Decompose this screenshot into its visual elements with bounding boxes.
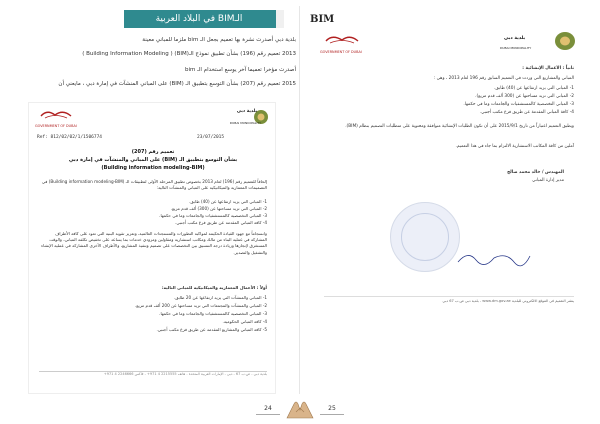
section-heading: ثانياً : الأعمال الإنشائية : — [522, 66, 574, 71]
right-footer: ينشر التعميم في الموقع الالكتروني للبلدية www.dm.gov.ae - بلدية دبي ص.ب 67 دبي — [324, 296, 574, 304]
left-page — [6, 4, 298, 396]
circular-body-item: 2- المباني والمنشآت والمجمعات التي تزيد مساحتها عن 200 ألف قدم مربع. — [134, 303, 267, 308]
circular-body-item: 4- كافة المباني المقدمة عن طريق فرع مكتب أجنبي. — [175, 220, 267, 225]
right-page — [304, 4, 596, 396]
body-item: 4- كافة المباني المقدمة عن طريق فرع مكتب أجنبي. — [479, 110, 574, 115]
right-letterhead — [304, 30, 596, 56]
org-name-ar: بلدية دبي — [236, 109, 257, 114]
banner-tab — [274, 10, 284, 28]
handshake-icon — [284, 398, 316, 420]
page-number-left: 24 — [256, 403, 280, 415]
page-spine — [299, 6, 300, 394]
body-item: 3- المباني التخصصية كالمستشفيات والجامعات وما في حكمها. — [463, 102, 574, 107]
circular-letterhead — [29, 103, 277, 133]
signature-mark — [454, 248, 534, 268]
circular-body-para: إلحاقاً للتعميم رقم (196) لعام 2013 بخصوص تطبيق المرحلة الأولى لتطبيقات الـ (Building information modeling-BIM) في التصميمات المعمارية والميكانيكية على المباني والمنشآت التالية: — [41, 179, 267, 191]
body-item: 1- المباني التي يزيد ارتفاعها عن (40) طابق. — [494, 86, 574, 91]
bim-logo: BIM — [310, 14, 335, 25]
circular-title-3: (Building information modeling-BIM) — [101, 165, 205, 171]
circular-body-para: وانسجاماً مع جهود القيادة الحكيمة لمواكبة التطورات والمستجدات العالمية، وتعزيز تقوية البنية التي تعود على كافة الأطراف المشاركة في عملية البناء من مالك ومكاتب استشارية ومقاولين ومزودي خدمات بما يساعد على تخفيض تكلفة المباني، والوقت المستغرق لإنجازها وزيادة درجة التنسيق بين التخصصات على تصميم وتنفيذ المشاريع، والأطراف الأخرى المشاركة في عملية الإنشاء والتشغيل والتصدير. — [41, 231, 267, 255]
circular-date: 23/07/2015 — [197, 135, 225, 140]
page-banner-title: الـBIM في البلاد العربية — [124, 10, 274, 28]
circular-body-item: 5- كافة المباني والمشاريع المقدمة عن طريق فرع مكتب أجنبي. — [156, 327, 267, 332]
circular-section-heading: أولاً : الأعمال المعمارية والميكانيكية للمباني التالية: — [161, 285, 267, 290]
circular-body-item: 1- المباني والمنشآت التي يزيد ارتفاعها عن 20 طابق. — [173, 295, 267, 300]
circular-body-item: 3- المباني التخصصية كالمستشفيات والجامعات وما في حكمها. — [159, 311, 267, 316]
government-of-dubai-logo — [322, 32, 362, 50]
circular-body-item: 2- المباني التي تزيد مساحتها عن (300) ألف قدم مربع. — [170, 206, 267, 211]
gov-label-en: GOVERNMENT OF DUBAI — [320, 50, 362, 54]
intro-line-1: بلدية دبي أصدرت نشرة بها تعميم بجعل الـ bim ملزما للمباني معينة — [142, 37, 296, 43]
circular-body-item: 3- المباني التخصصية كالمستشفيات والجامعات وما في حكمها. — [159, 213, 267, 218]
body-line: المباني والمشاريع التي وردت في التعميم السابق رقم 196 لعام 2013 ، وهي : — [433, 76, 574, 81]
body-item: 2- المباني التي تزيد مساحتها عن (300 ألف قدم مربع). — [475, 94, 574, 99]
signatory-name: المهندس / خالد محمد صالح — [507, 170, 564, 175]
intro-line-3: أصدرت مؤخرا تعميما آخر يوسع استخدام الـ bim — [184, 67, 296, 73]
circular-ref: Ref: 812/02/02/1/1506774 — [37, 135, 103, 140]
org-name-en: DUBAI MUNICIPALITY — [229, 121, 261, 125]
dubai-municipality-logo — [552, 30, 578, 52]
intro-line-4: 2015 تعميم رقم (207) بشأن التوسع بتطبيق الـ (BIM) على المباني المنشآت في إمارة دبي ، مايعني أن — [58, 81, 296, 87]
circular-title-1: تعميم رقم (207) — [131, 149, 175, 155]
official-stamp — [390, 202, 460, 272]
body-para: آملين من كافة المكاتب الاستشارية الالتزام بما جاء في هذا التعميم. — [455, 144, 574, 149]
official-stamp-inner — [401, 213, 449, 261]
circular-footer: بلدية دبي - ص.ب 67 - دبي - الإمارات العربية المتحدة - هاتف 2215555 4 971+ - فاكس 2246666 4 971+ — [39, 371, 267, 387]
circular-body-item: 1- المباني التي يزيد ارتفاعها عن (40) طابق. — [189, 199, 267, 204]
circular-body-item: 4- كافة المباني الحكومية. — [222, 319, 267, 324]
signatory-title: مدير إدارة المباني — [532, 178, 564, 183]
page-number-bar — [250, 398, 350, 420]
circular-207-scan — [28, 102, 276, 394]
circular-title-2: بشأن التوسع بتطبيق الـ (BIM) على المباني والمنشآت في إمارة دبي — [68, 157, 238, 163]
government-of-dubai-logo — [37, 107, 75, 125]
body-para: ويطبق التعميم اعتباراً من تاريخ 2015/9/1 على أن تكون الطلبات الإنشائية متوافقة ومحتوية على متطلبات التصميم بنظام (BIM). — [345, 124, 574, 129]
org-name-ar: بلدية دبي — [504, 36, 526, 41]
org-name-en: DUBAI MUNICIPALITY — [500, 46, 532, 50]
gov-label-en: GOVERNMENT OF DUBAI — [35, 124, 77, 128]
intro-line-2: 2013 تعميم رقم (196) بشأن تطبيق نموذج الـ(BIM) ( Building Information Modeling ) — [82, 51, 296, 57]
page-number-right: 25 — [320, 403, 344, 415]
